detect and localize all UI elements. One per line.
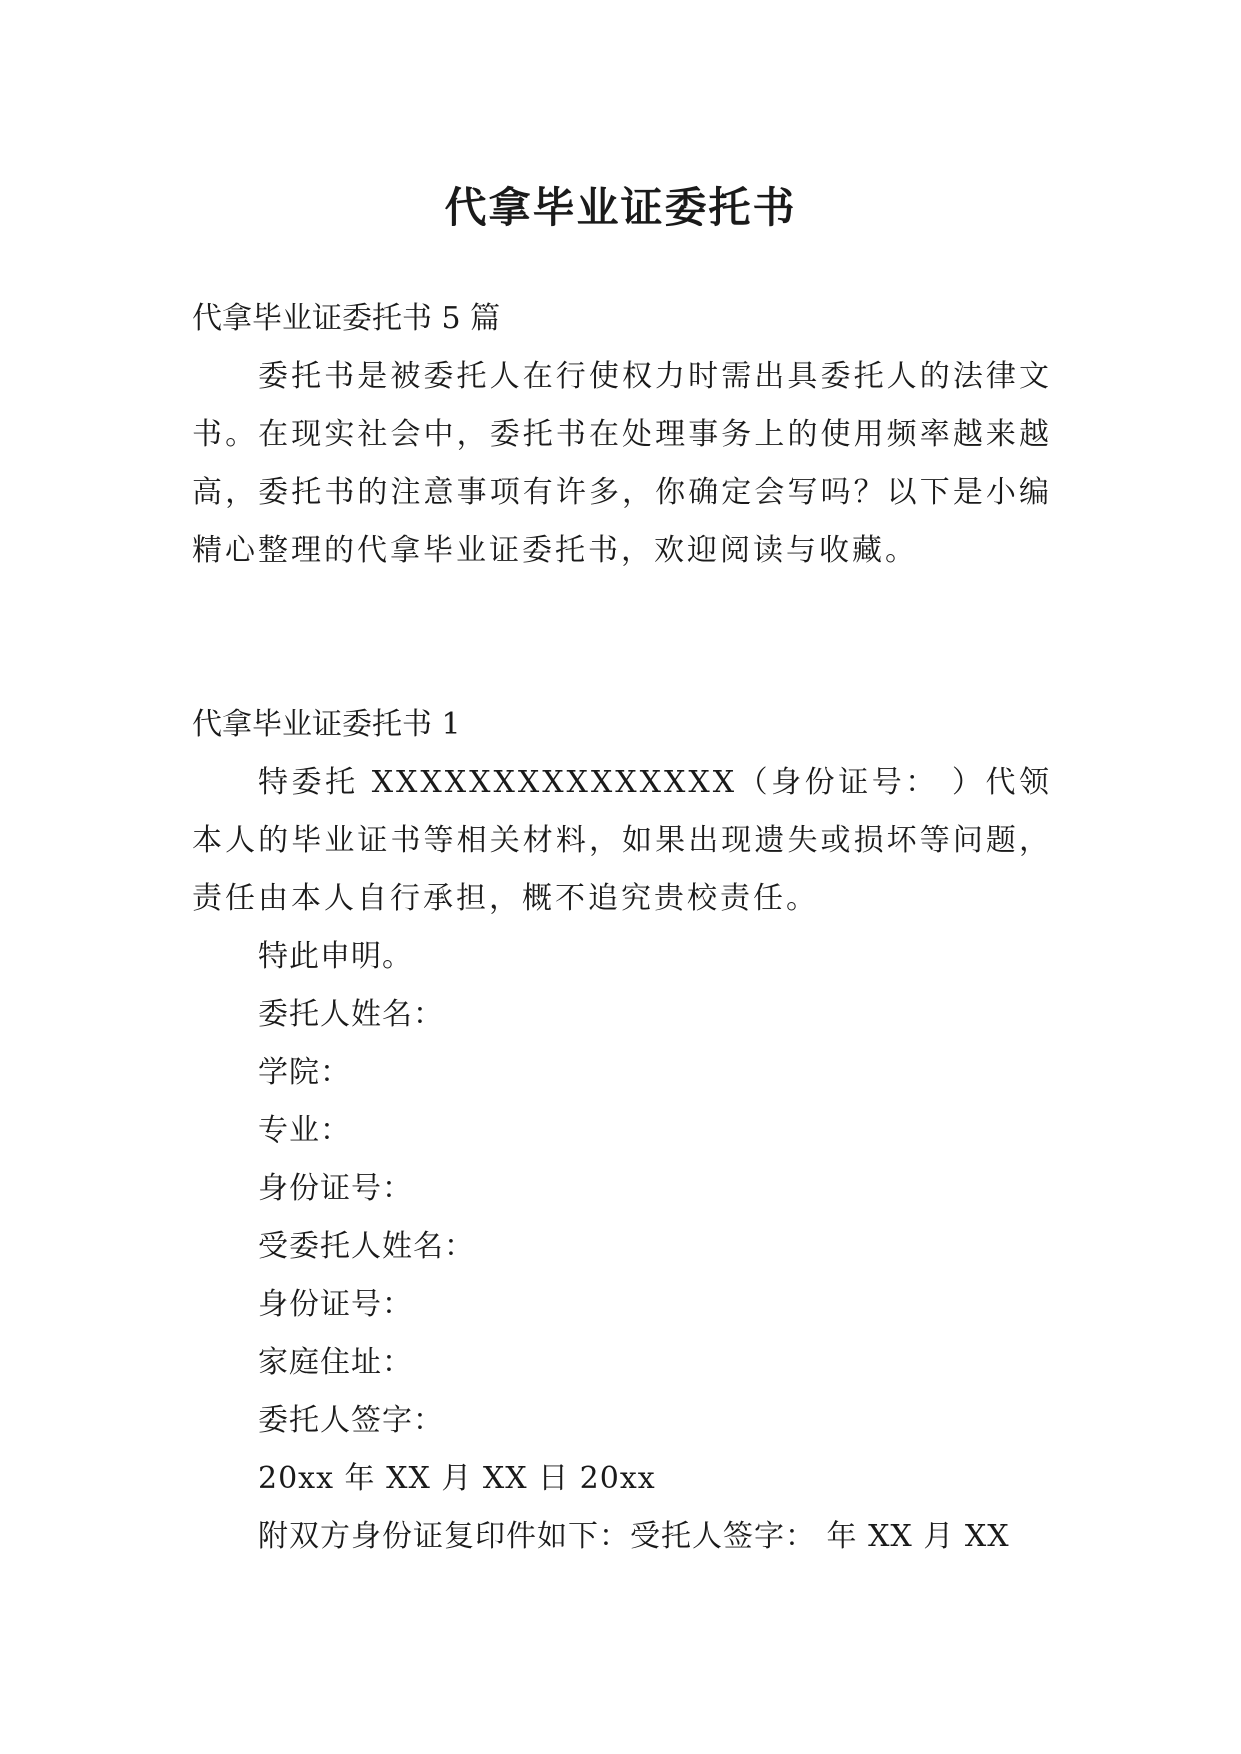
section-spacer	[192, 580, 1052, 696]
field-agent-name: 受委托人姓名：	[258, 1229, 475, 1264]
document-body	[192, 290, 1052, 1566]
field-client-signature: 委托人签字：	[258, 1403, 444, 1438]
field-college: 学院：	[258, 1055, 351, 1090]
intro-paragraph: 委托书是被委托人在行使权力时需出具委托人的法律文书。在现实社会中，委托书在处理事务上的使用频率越来越高，委托书的注意事项有许多，你确定会写吗？以下是小编精心整理的代拿毕业证委托书，欢迎阅读与收藏。	[192, 359, 1052, 568]
field-home-address: 家庭住址：	[258, 1345, 413, 1380]
date-line: 20xx 年 XX 月 XX 日 20xx	[258, 1461, 656, 1496]
field-client-id-number: 身份证号：	[258, 1171, 413, 1206]
field-major: 专业：	[258, 1113, 351, 1148]
document-title: 代拿毕业证委托书	[444, 183, 797, 233]
field-agent-id-number: 身份证号：	[258, 1287, 413, 1322]
closing-line: 附双方身份证复印件如下：受托人签字： 年 XX 月 XX	[258, 1519, 1010, 1554]
field-client-name: 委托人姓名：	[258, 997, 444, 1032]
body-paragraph: 特委托 XXXXXXXXXXXXXXX（身份证号： ）代领本人的毕业证书等相关材料，如果出现遗失或损坏等问题，责任由本人自行承担，概不追究贵校责任。	[192, 765, 1052, 916]
declaration-line: 特此申明。	[258, 939, 413, 974]
document-subtitle: 代拿毕业证委托书 5 篇	[192, 301, 501, 336]
section-heading: 代拿毕业证委托书 1	[192, 707, 461, 742]
